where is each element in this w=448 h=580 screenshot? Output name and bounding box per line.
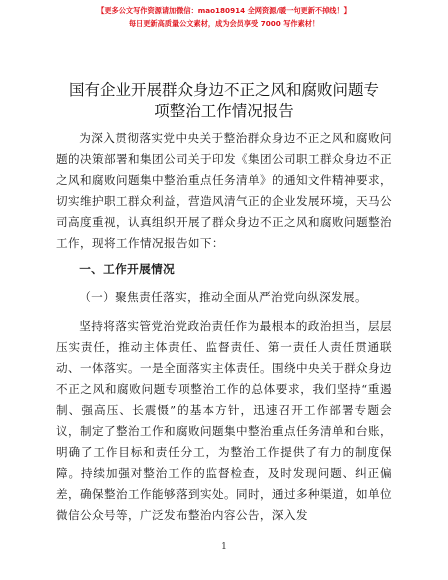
section-subheading: （一）聚焦责任落实，推动全面从严治党向纵深发展。 xyxy=(79,290,368,304)
promo-banner-line-2: 每日更新高质量公文素材，成为会员享受 7000 写作素材！ xyxy=(128,19,320,28)
document-title xyxy=(40,80,408,122)
promo-banner xyxy=(0,4,448,30)
promo-banner-line-1: 【更多公文写作资源请加微信：mao180914 全网资源/暖一句更新不掉线！】 xyxy=(97,6,351,15)
document-title-line-2: 项整治工作情况报告 xyxy=(154,102,294,120)
page-number: 1 xyxy=(221,542,227,552)
document-body xyxy=(56,128,392,526)
intro-paragraph: 为深入贯彻落实党中央关于整治群众身边不正之风和腐败问题的决策部署和集团公司关于印发《集团公司职工群众身边不正之风和腐败问题集中整治重点任务清单》的通知文件精神要求，切实维护职工群众利益，营造风清气正的企业发展环境，天马公司高度重视，认真组织开展了群众身边不正之风和腐败问题整治工作，现将工作情况报告如下： xyxy=(56,131,392,250)
document-title-line-1: 国有企业开展群众身边不正之风和腐败问题专 xyxy=(68,81,379,99)
section-heading: 一、工作开展情况 xyxy=(79,262,176,276)
section-paragraph: 坚持将落实管党治党政治责任作为最根本的政治担当，层层压实责任，推动主体责任、监督责任、第一责任人责任贯通联动、一体落实。一是全面落实主体责任。围绕中央关于群众身边不正之风和腐败问题专项整治工作的总体要求，我们坚持“重遏制、强高压、长震慑”的基本方针，迅速召开工作部署专题会议，制定了整治工作和腐败问题集中整治重点任务清单和台账，明确了工作目标和责任分工，为整治工作提供了有力的制度保障。持续加强对整治工作的监督检查，及时发现问题、纠正偏差，确保整治工作能够落到实处。同时，通过多种渠道，如单位微信公众号等，广泛发布整治内容公告，深入发 xyxy=(56,319,392,522)
